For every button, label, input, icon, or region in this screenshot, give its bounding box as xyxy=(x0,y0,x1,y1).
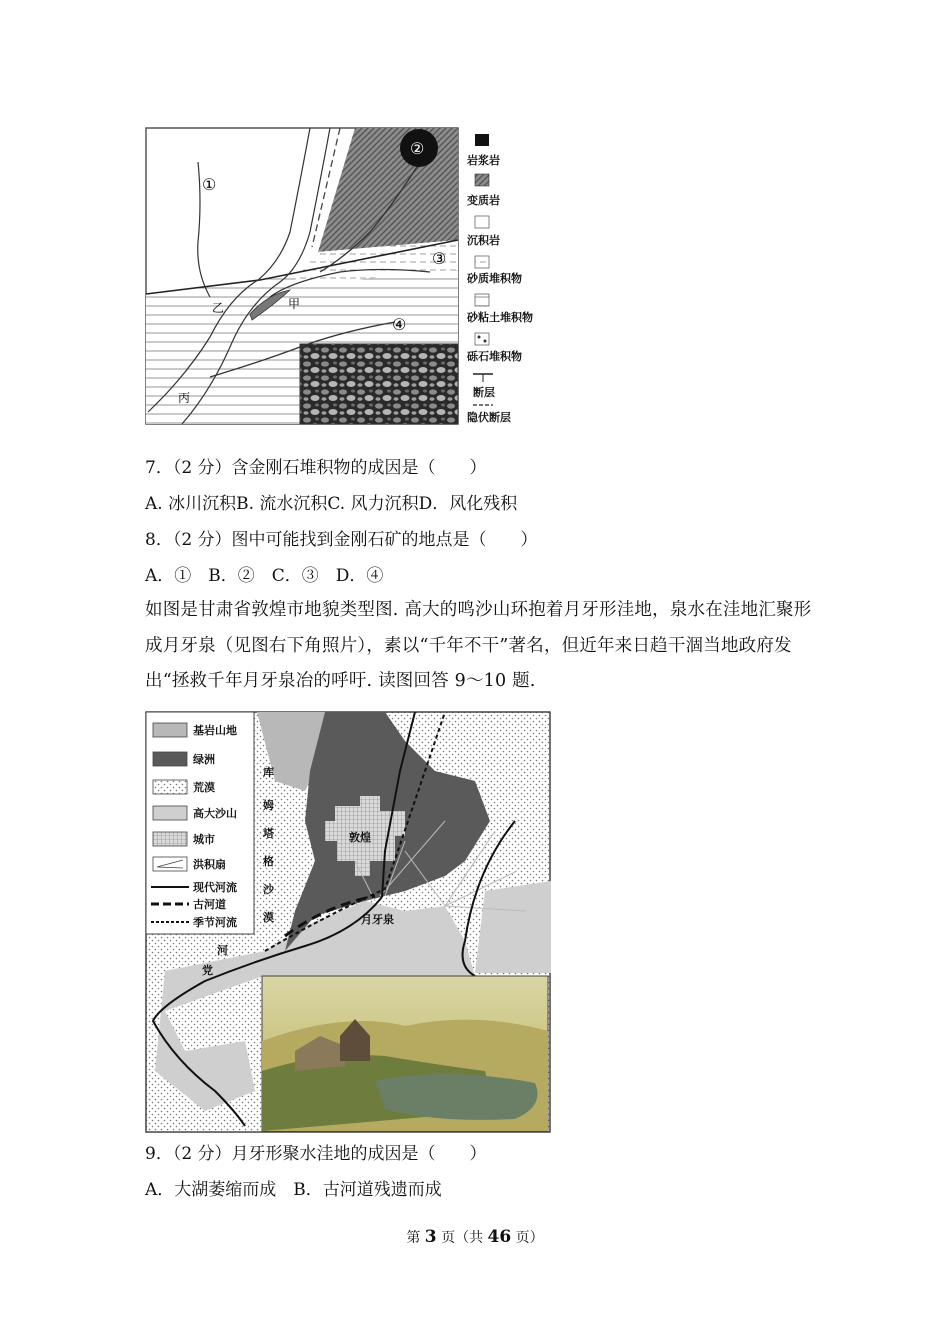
city-label: 敦煌 xyxy=(349,831,371,844)
page-footer xyxy=(0,1227,950,1247)
landform-legend xyxy=(146,712,254,934)
legend-fault: 断层 xyxy=(473,386,495,399)
question-7-options: A. 冰川沉积B. 流水沉积C. 风力沉积D．风化残积 xyxy=(145,494,518,514)
question-9-stem: 9．（2 分）月牙形聚水洼地的成因是（ ） xyxy=(145,1144,487,1164)
intro-paragraph: 如图是甘肃省敦煌市地貌类型图. 高大的鸣沙山环抱着月牙形洼地，泉水在洼地汇聚形成月牙泉（见图右下角照片），素以“千年不干”著名，但近年来日趋干涸当地政府发出“拯救千年月牙泉冶的呼吁. 读图回答 9～10 题. xyxy=(145,600,812,691)
legend-sedimentary: 沉积岩 xyxy=(467,234,500,247)
legend-sandy-clay: 砂粘土堆积物 xyxy=(467,311,533,324)
legend-magma: 岩浆岩 xyxy=(467,154,500,167)
legend-bedrock: 基岩山地 xyxy=(193,724,237,737)
footer-suffix: 页） xyxy=(515,1230,544,1246)
legend-metamorphic: 变质岩 xyxy=(467,194,500,207)
legend-hidden-fault: 隐伏断层 xyxy=(467,411,511,424)
footer-total-pages: 46 xyxy=(487,1227,512,1247)
legend-gravel: 砾石堆积物 xyxy=(467,350,522,363)
label-bing: 丙 xyxy=(178,391,191,405)
river-char-1: 党 xyxy=(202,964,213,977)
legend-modern-river: 现代河流 xyxy=(193,881,237,894)
label-site3: ③ xyxy=(432,249,447,268)
label-jia: 甲 xyxy=(288,297,301,311)
question-9-options: A．大湖萎缩而成 B．古河道残遗而成 xyxy=(145,1180,442,1200)
label-site1: ① xyxy=(202,175,217,194)
river-char-2: 河 xyxy=(217,944,228,957)
label-yi: 乙 xyxy=(212,301,225,315)
geology-legend xyxy=(467,134,533,424)
legend-oasis: 绿洲 xyxy=(193,753,215,766)
legend-seasonal-river: 季节河流 xyxy=(193,916,237,929)
footer-page-number: 3 xyxy=(424,1227,437,1247)
desert-char-4: 格 xyxy=(263,855,274,868)
desert-char-6: 漠 xyxy=(263,911,274,924)
map-area xyxy=(146,128,458,424)
legend-dunes: 高大沙山 xyxy=(193,807,237,820)
spring-label: 月牙泉 xyxy=(361,913,394,926)
legend-desert: 荒漠 xyxy=(193,781,215,794)
label-site4: ④ xyxy=(392,315,407,334)
question-8-stem: 8．（2 分）图中可能找到金刚石矿的地点是（ ） xyxy=(145,530,538,550)
label-site2: ② xyxy=(410,139,425,158)
legend-fan: 洪积扇 xyxy=(193,858,226,871)
dunhuang-landform-map xyxy=(145,711,551,1133)
legend-city: 城市 xyxy=(193,833,215,846)
crescent-spring-photo xyxy=(262,976,548,1131)
desert-char-2: 姆 xyxy=(263,799,274,812)
footer-mid: 页（共 xyxy=(441,1230,484,1246)
desert-char-3: 塔 xyxy=(263,827,274,840)
geology-map-figure xyxy=(140,122,550,428)
legend-sandy: 砂质堆积物 xyxy=(467,272,522,285)
footer-prefix: 第 xyxy=(406,1230,421,1246)
desert-char-5: 沙 xyxy=(263,883,274,896)
legend-ancient-river: 古河道 xyxy=(193,898,226,911)
question-7-stem: 7．（2 分）含金刚石堆积物的成因是（ ） xyxy=(145,458,487,478)
gravel-photo xyxy=(300,344,458,424)
desert-char-1: 库 xyxy=(263,766,274,779)
question-8-options: A．① B．② C．③ D．④ xyxy=(145,566,384,586)
